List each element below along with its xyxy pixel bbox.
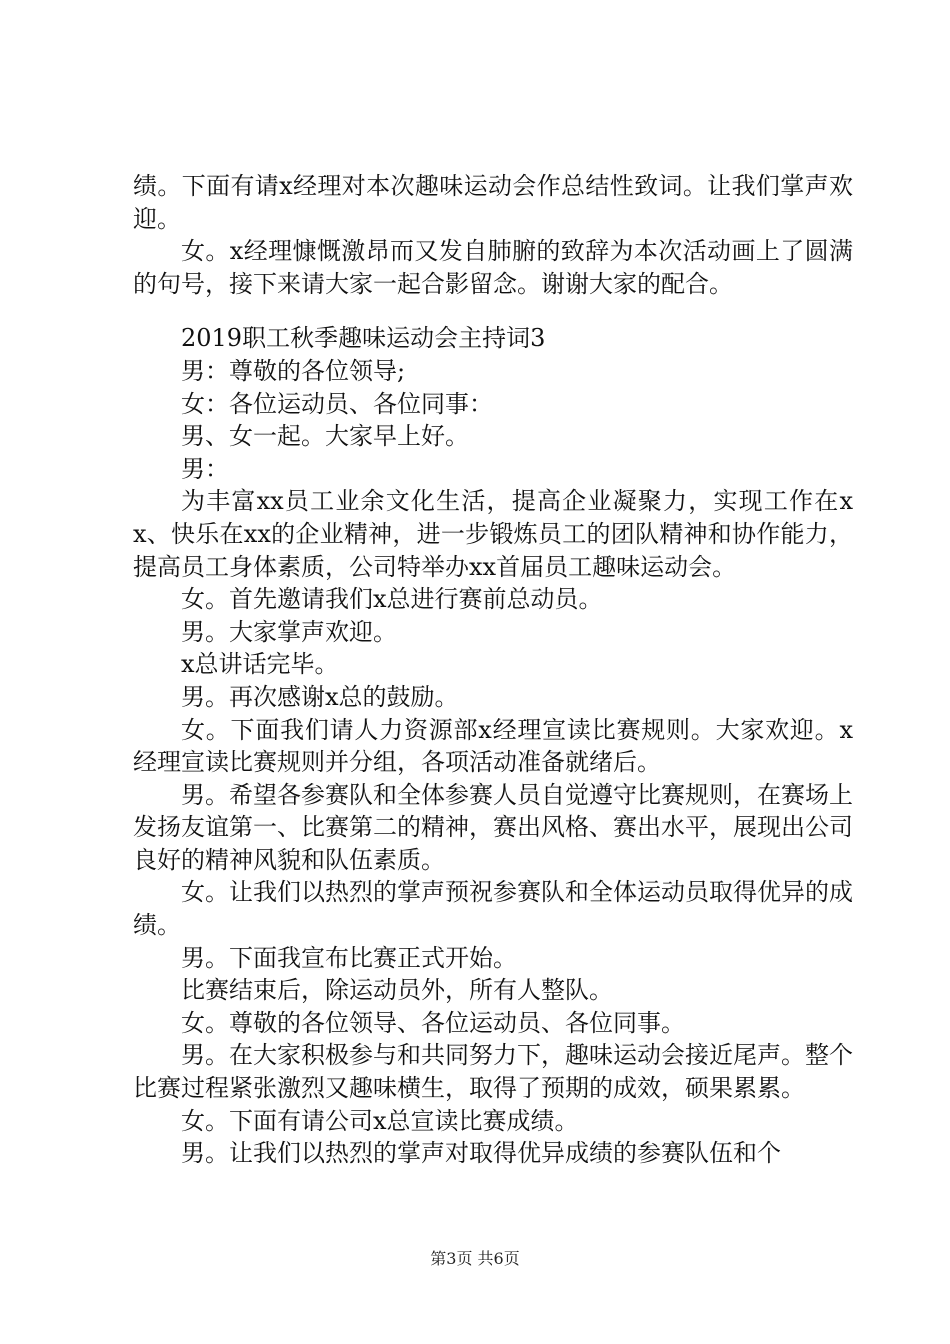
page-number-footer: 第3页 共6页	[430, 1249, 520, 1268]
paragraph: 男。再次感谢x总的鼓励。	[181, 682, 459, 711]
paragraph: 女：各位运动员、各位同事：	[181, 389, 493, 418]
paragraph: 女。下面有请公司x总宣读比赛成绩。	[181, 1106, 579, 1135]
paragraph: 女。尊敬的各位领导、各位运动员、各位同事。	[181, 1008, 685, 1037]
paragraph: 比赛结束后，除运动员外，所有人整队。	[181, 976, 613, 1005]
paragraph: 女。下面我们请人力资源部x经理宣读比赛规则。大家欢迎。x经理宣读比赛规则并分组，各项活动准备就绪后。	[133, 715, 853, 777]
paragraph: 男。下面我宣布比赛正式开始。	[181, 943, 517, 972]
document-body	[133, 170, 853, 1170]
paragraph: 男：	[181, 454, 229, 483]
paragraph: 女。让我们以热烈的掌声预祝参赛队和全体运动员取得优异的成绩。	[133, 878, 853, 940]
paragraph: 男。在大家积极参与和共同努力下，趣味运动会接近尾声。整个比赛过程紧张激烈又趣味横生，取得了预期的成效，硕果累累。	[133, 1041, 853, 1103]
paragraph: 为丰富xx员工业余文化生活，提高企业凝聚力，实现工作在xx、快乐在xx的企业精神，进一步锻炼员工的团队精神和协作能力，提高员工身体素质，公司特举办xx首届员工趣味运动会。	[133, 487, 853, 581]
paragraph: 女。x经理慷慨激昂而又发自肺腑的致辞为本次活动画上了圆满的句号，接下来请大家一起合影留念。谢谢大家的配合。	[133, 237, 853, 298]
paragraph: 女。首先邀请我们x总进行赛前总动员。	[181, 585, 603, 614]
paragraph: 男。让我们以热烈的掌声对取得优异成绩的参赛队伍和个	[181, 1139, 781, 1168]
paragraph: 男：尊敬的各位领导;	[181, 356, 406, 385]
paragraph: 绩。下面有请x经理对本次趣味运动会作总结性致词。让我们掌声欢迎。	[133, 172, 853, 233]
paragraph: 男。大家掌声欢迎。	[181, 617, 397, 646]
paragraph: x总讲话完毕。	[181, 650, 339, 679]
paragraph-gap	[133, 300, 853, 322]
paragraph: 男。希望各参赛队和全体参赛人员自觉遵守比赛规则，在赛场上发扬友谊第一、比赛第二的精神，赛出风格、赛出水平，展现出公司良好的精神风貌和队伍素质。	[133, 780, 853, 874]
section-heading: 2019职工秋季趣味运动会主持词3	[181, 324, 546, 353]
paragraph: 男、女一起。大家早上好。	[181, 422, 469, 451]
